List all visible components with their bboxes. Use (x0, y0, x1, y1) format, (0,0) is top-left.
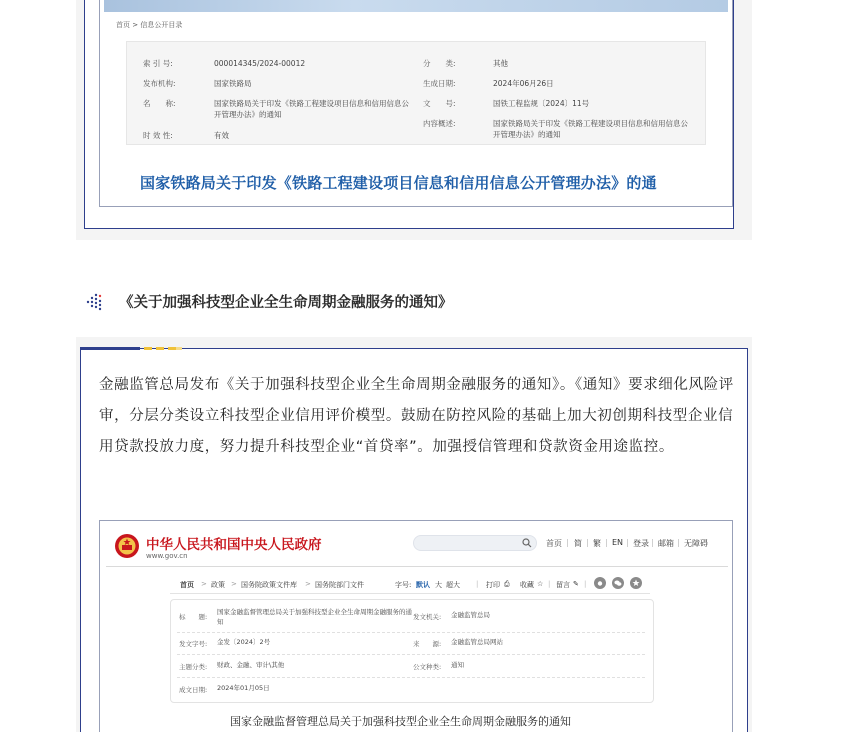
gov-notice-screenshot[interactable] (99, 520, 733, 732)
meta-label-name: 名 称: (143, 99, 176, 108)
search-input[interactable] (413, 535, 537, 551)
leave-message-label[interactable]: 留言 (556, 581, 570, 589)
accent-dash (176, 347, 182, 350)
document-meta-table (170, 599, 654, 703)
document-title: 国家铁路局关于印发《铁路工程建设项目信息和信用信息公开管理办法》的通 (140, 174, 657, 192)
meta-value-validity: 有效 (214, 131, 229, 140)
toolbar-separator: | (584, 580, 587, 588)
weibo-share-icon[interactable] (594, 577, 606, 589)
meta-value-name: 国家铁路局关于印发《铁路工程建设项目信息和信用信息公开管理办法》的通知 (214, 99, 409, 119)
meta-value-category: 其他 (493, 59, 508, 68)
site-url: www.gov.cn (146, 552, 188, 560)
meta-value-docno: 金发〔2024〕2号 (217, 638, 271, 646)
breadcrumb-separator: > (201, 580, 207, 588)
site-banner (104, 0, 728, 12)
nav-separator: | (677, 538, 680, 547)
meta-value-doc-type: 通知 (451, 661, 464, 669)
favorite-label[interactable]: 收藏 (520, 581, 534, 589)
font-size-label: 字号: (395, 581, 412, 589)
breadcrumb-home[interactable]: 首页 (180, 581, 194, 589)
meta-label-date: 成文日期: (179, 686, 208, 694)
meta-label-topic: 主题分类: (179, 663, 208, 671)
meta-label-index: 索 引 号: (143, 59, 173, 68)
meta-label-issuer: 发文机关: (413, 613, 442, 621)
meta-label-date: 生成日期: (423, 79, 456, 88)
breadcrumb-separator: > (231, 580, 237, 588)
breadcrumb-dept-docs[interactable]: 国务院部门文件 (315, 581, 364, 589)
meta-label-source: 来 源: (413, 640, 442, 648)
star-icon[interactable]: ☆ (537, 580, 544, 588)
nav-accessibility[interactable]: 无障碍 (684, 539, 708, 548)
meta-label-doc-type: 公文种类: (413, 663, 442, 671)
breadcrumb-separator: > (305, 580, 311, 588)
meta-label-publisher: 发布机构: (143, 79, 176, 88)
printer-icon[interactable]: ⎙ (504, 580, 510, 588)
meta-value-publisher: 国家铁路局 (214, 79, 252, 88)
nav-login[interactable]: 登录 (633, 539, 649, 548)
nav-home[interactable]: 首页 (546, 539, 562, 548)
meta-value-docno: 国铁工程监规〔2024〕11号 (493, 99, 590, 108)
font-size-large[interactable]: 大 (435, 581, 442, 589)
meta-value-date: 2024年01月05日 (217, 684, 270, 692)
breadcrumb-divider (170, 593, 650, 594)
meta-label-summary: 内容概述: (423, 119, 456, 128)
meta-value-summary: 国家铁路局关于印发《铁路工程建设项目信息和信用信息公开管理办法》的通知 (493, 119, 688, 139)
meta-label-validity: 时 效 性: (143, 131, 173, 140)
font-size-xlarge[interactable]: 超大 (446, 581, 460, 589)
search-icon[interactable] (522, 538, 532, 548)
meta-divider (177, 654, 645, 655)
railway-notice-screenshot[interactable] (99, 0, 733, 207)
document-title: 国家金融监督管理总局关于加强科技型企业全生命周期金融服务的通知 (230, 715, 571, 728)
breadcrumb[interactable]: 首页 > 信息公开目录 (116, 21, 183, 29)
header-divider (106, 566, 728, 567)
meta-value-topic: 财政、金融、审计\其他 (217, 661, 285, 669)
nav-separator: | (586, 538, 589, 547)
meta-value-index: 000014345/2024-00012 (214, 59, 306, 68)
qzone-share-icon[interactable] (630, 577, 642, 589)
accent-dash (168, 347, 176, 350)
nav-english[interactable]: EN (612, 538, 624, 547)
wechat-share-icon[interactable] (612, 577, 624, 589)
nav-separator: | (605, 538, 608, 547)
national-emblem-icon (114, 533, 140, 559)
meta-divider (177, 677, 645, 678)
meta-value-date: 2024年06月26日 (493, 79, 554, 88)
breadcrumb-policy[interactable]: 政策 (211, 581, 225, 589)
card-accent-bar (80, 347, 140, 350)
nav-separator: | (626, 538, 629, 547)
pen-icon[interactable]: ✎ (573, 580, 579, 588)
accent-dash (144, 347, 152, 350)
document-meta-table (126, 41, 706, 145)
article-paragraph: 金融监管总局发布《关于加强科技型企业全生命周期金融服务的通知》。《通知》要求细化风险评审，分层分类设立科技型企业信用评价模型。鼓励在防控风险的基础上加大初创期科技型企业信用贷款投放力度，努力提升科技型企业“首贷率”。加强授信管理和贷款资金用途监控。 (99, 377, 734, 455)
dot-grid-icon (86, 293, 106, 311)
nav-simplified[interactable]: 简 (574, 539, 582, 548)
meta-label-docno: 文 号: (423, 99, 456, 108)
meta-value-issuer: 金融监管总局 (451, 611, 490, 619)
nav-separator: | (651, 538, 654, 547)
breadcrumb-policy-library[interactable]: 国务院政策文件库 (241, 581, 297, 589)
nav-mail[interactable]: 邮箱 (658, 539, 674, 548)
font-size-default[interactable]: 默认 (416, 581, 430, 589)
meta-label-title: 标 题: (179, 613, 208, 621)
accent-dash (156, 347, 164, 350)
site-name[interactable]: 中华人民共和国中央人民政府 (146, 537, 322, 553)
meta-label-category: 分 类: (423, 59, 456, 68)
toolbar-separator: | (548, 580, 551, 588)
toolbar-separator: | (476, 580, 479, 588)
meta-value-source: 金融监管总局网站 (451, 638, 503, 646)
meta-value-title: 国家金融监督管理总局关于加强科技型企业全生命周期金融服务的通知 (217, 608, 412, 626)
section-title: 《关于加强科技型企业全生命周期金融服务的通知》 (119, 295, 453, 311)
nav-separator: | (566, 538, 569, 547)
nav-traditional[interactable]: 繁 (593, 539, 601, 548)
meta-divider (177, 632, 645, 633)
meta-label-docno: 发文字号: (179, 640, 208, 648)
print-label[interactable]: 打印 (486, 581, 500, 589)
